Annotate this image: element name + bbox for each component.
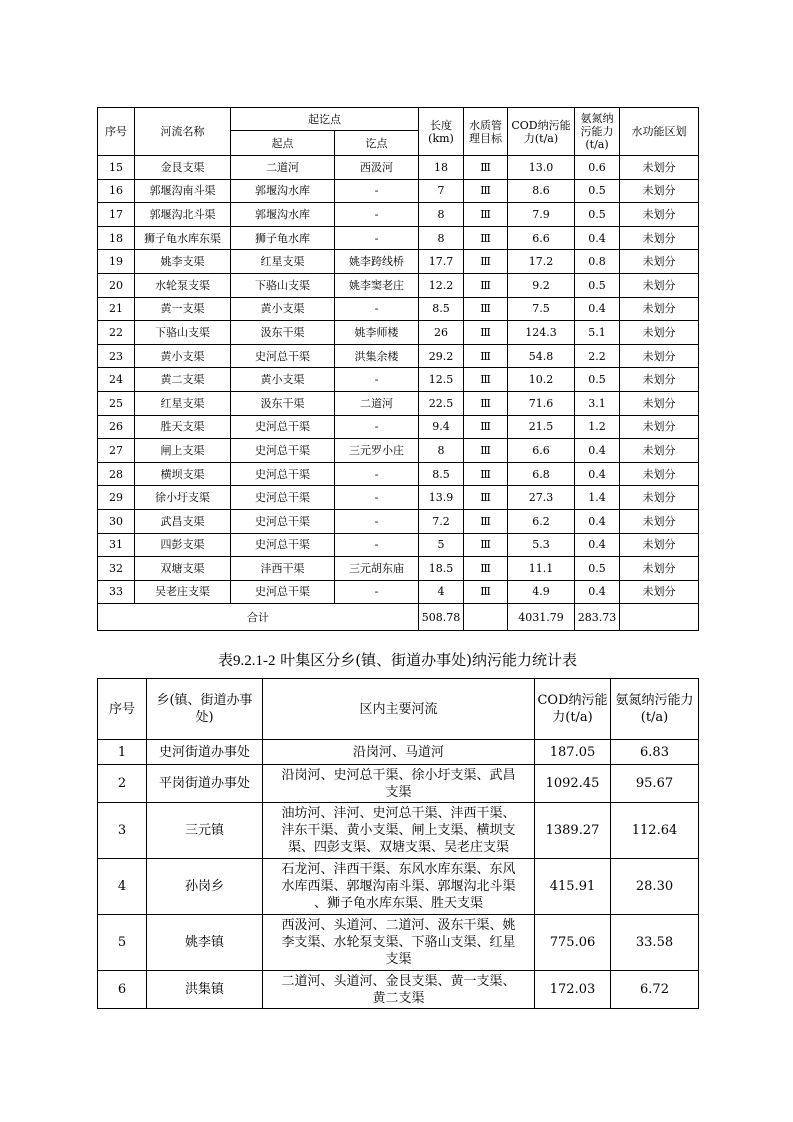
row-end: -: [335, 415, 419, 439]
row-cod: 6.8: [508, 462, 575, 486]
row-nh: 2.2: [575, 344, 620, 368]
row-end: 姚李师楼: [335, 321, 419, 345]
row-end: -: [335, 203, 419, 227]
row-cod: 172.03: [535, 971, 611, 1009]
header-cod: COD纳污能力(t/a): [535, 679, 611, 740]
row-zone: 未划分: [620, 344, 699, 368]
row-cod: 5.3: [508, 533, 575, 557]
row-river-name: 水轮泵支渠: [135, 273, 231, 297]
row-seq: 16: [98, 179, 135, 203]
row-cod: 1389.27: [535, 803, 611, 859]
row-seq: 26: [98, 415, 135, 439]
row-start: 红星支渠: [231, 250, 335, 274]
row-cod: 187.05: [535, 740, 611, 765]
row-start: 下骆山支渠: [231, 273, 335, 297]
row-zone: 未划分: [620, 226, 699, 250]
row-nh: 0.4: [575, 533, 620, 557]
row-target: Ⅲ: [464, 533, 508, 557]
row-nh: 0.4: [575, 509, 620, 533]
row-river-name: 姚李支渠: [135, 250, 231, 274]
header-nh: 氨氮纳污能力(t/a): [575, 108, 620, 156]
river-line: 二道河、头道河、金艮支渠、黄一支渠、: [281, 973, 516, 989]
river-line: 黄二支渠: [372, 990, 425, 1006]
row-river-name: 胜天支渠: [135, 415, 231, 439]
row-start: 沣西干渠: [231, 557, 335, 581]
row-target: Ⅲ: [464, 439, 508, 463]
row-rivers: [263, 765, 535, 803]
row-target: Ⅲ: [464, 509, 508, 533]
row-start: 黄小支渠: [231, 297, 335, 321]
row-end: -: [335, 580, 419, 604]
table-row: [98, 765, 699, 803]
row-target: Ⅲ: [464, 462, 508, 486]
row-cod: 71.6: [508, 391, 575, 415]
row-cod: 17.2: [508, 250, 575, 274]
row-nh: 1.2: [575, 415, 620, 439]
row-end: 三元罗小庄: [335, 439, 419, 463]
row-river-name: 横坝支渠: [135, 462, 231, 486]
row-seq: 24: [98, 368, 135, 392]
row-seq: 5: [98, 915, 147, 971]
caption-number: 表9.2.1-2: [218, 653, 276, 669]
row-start: 黄小支渠: [231, 368, 335, 392]
row-cod: 8.6: [508, 179, 575, 203]
row-nh: 0.4: [575, 580, 620, 604]
row-end: -: [335, 486, 419, 510]
row-end: 西汲河: [335, 156, 419, 180]
table-row: [98, 533, 699, 557]
row-target: Ⅲ: [464, 580, 508, 604]
town-capacity-table: [97, 678, 699, 1009]
row-seq: 27: [98, 439, 135, 463]
table-row: [98, 859, 699, 915]
row-cod: 21.5: [508, 415, 575, 439]
row-nh: 33.58: [611, 915, 699, 971]
row-cod: 27.3: [508, 486, 575, 510]
row-length: 18.5: [419, 557, 464, 581]
table-row: [98, 179, 699, 203]
table-caption: [97, 650, 698, 671]
row-end: 姚李跨线桥: [335, 250, 419, 274]
row-seq: 15: [98, 156, 135, 180]
row-zone: 未划分: [620, 179, 699, 203]
row-start: 二道河: [231, 156, 335, 180]
row-zone: 未划分: [620, 509, 699, 533]
header-endpoints: 起讫点: [231, 108, 419, 131]
table-row: [98, 580, 699, 604]
row-seq: 22: [98, 321, 135, 345]
row-zone: 未划分: [620, 321, 699, 345]
table-row: [98, 415, 699, 439]
row-length: 8.5: [419, 297, 464, 321]
row-seq: 6: [98, 971, 147, 1009]
table-row: [98, 344, 699, 368]
river-line: 沿岗河、史河总干渠、徐小圩支渠、武昌: [281, 767, 516, 783]
row-cod: 6.6: [508, 226, 575, 250]
table-row: [98, 156, 699, 180]
river-line: 沿岗河、马道河: [352, 744, 444, 760]
row-length: 17.7: [419, 250, 464, 274]
row-length: 18: [419, 156, 464, 180]
row-length: 7: [419, 179, 464, 203]
row-target: Ⅲ: [464, 250, 508, 274]
row-river-name: 黄一支渠: [135, 297, 231, 321]
row-start: 汲东干渠: [231, 321, 335, 345]
row-end: -: [335, 179, 419, 203]
table-row: [98, 368, 699, 392]
row-length: 9.4: [419, 415, 464, 439]
row-zone: 未划分: [620, 415, 699, 439]
river-capacity-table: [97, 107, 699, 631]
row-cod: 4.9: [508, 580, 575, 604]
row-river-name: 金艮支渠: [135, 156, 231, 180]
row-seq: 33: [98, 580, 135, 604]
row-town: 史河街道办事处: [147, 740, 263, 765]
row-rivers: [263, 859, 535, 915]
row-cod: 6.6: [508, 439, 575, 463]
row-length: 4: [419, 580, 464, 604]
total-cod: 4031.79: [508, 604, 575, 631]
row-nh: 0.5: [575, 179, 620, 203]
row-cod: 54.8: [508, 344, 575, 368]
table-row: [98, 297, 699, 321]
row-zone: 未划分: [620, 156, 699, 180]
row-nh: 0.5: [575, 557, 620, 581]
table-row: [98, 971, 699, 1009]
header-start: 起点: [231, 131, 335, 156]
row-nh: 0.5: [575, 368, 620, 392]
row-length: 8: [419, 226, 464, 250]
row-seq: 32: [98, 557, 135, 581]
row-nh: 112.64: [611, 803, 699, 859]
total-length: 508.78: [419, 604, 464, 631]
row-seq: 20: [98, 273, 135, 297]
row-nh: 0.4: [575, 439, 620, 463]
table-row: [98, 915, 699, 971]
row-nh: 0.6: [575, 156, 620, 180]
header-length: 长度(km): [419, 108, 464, 156]
row-rivers: [263, 915, 535, 971]
row-nh: 6.83: [611, 740, 699, 765]
row-river-name: 黄小支渠: [135, 344, 231, 368]
row-cod: 7.9: [508, 203, 575, 227]
row-start: 史河总干渠: [231, 415, 335, 439]
row-length: 8: [419, 439, 464, 463]
row-river-name: 徐小圩支渠: [135, 486, 231, 510]
row-target: Ⅲ: [464, 415, 508, 439]
row-town: 洪集镇: [147, 971, 263, 1009]
row-end: -: [335, 462, 419, 486]
row-river-name: 黄二支渠: [135, 368, 231, 392]
header-rivers: 区内主要河流: [263, 679, 535, 740]
row-length: 8: [419, 203, 464, 227]
row-cod: 13.0: [508, 156, 575, 180]
row-seq: 1: [98, 740, 147, 765]
row-zone: 未划分: [620, 580, 699, 604]
river-line: 油坊河、沣河、史河总干渠、沣西干渠、: [281, 806, 516, 821]
row-seq: 2: [98, 765, 147, 803]
row-start: 史河总干渠: [231, 509, 335, 533]
row-nh: 1.4: [575, 486, 620, 510]
row-target: Ⅲ: [464, 557, 508, 581]
row-start: 郭堰沟水库: [231, 179, 335, 203]
row-start: 狮子龟水库: [231, 226, 335, 250]
total-target: [464, 604, 508, 631]
row-seq: 29: [98, 486, 135, 510]
row-seq: 17: [98, 203, 135, 227]
row-start: 史河总干渠: [231, 486, 335, 510]
row-river-name: 双塘支渠: [135, 557, 231, 581]
row-cod: 415.91: [535, 859, 611, 915]
row-rivers: [263, 803, 535, 859]
row-length: 12.2: [419, 273, 464, 297]
row-rivers: [263, 971, 535, 1009]
table-row: [98, 462, 699, 486]
total-nh: 283.73: [575, 604, 620, 631]
row-river-name: 吴老庄支渠: [135, 580, 231, 604]
row-end: -: [335, 533, 419, 557]
river-line: 渠、四彭支渠、双塘支渠、吴老庄支渠: [287, 840, 509, 855]
table-row: [98, 226, 699, 250]
row-seq: 25: [98, 391, 135, 415]
header-cod: COD纳污能力(t/a): [508, 108, 575, 156]
row-end: -: [335, 509, 419, 533]
header-seq: 序号: [98, 108, 135, 156]
row-target: Ⅲ: [464, 156, 508, 180]
total-zone: [620, 604, 699, 631]
row-length: 29.2: [419, 344, 464, 368]
row-length: 22.5: [419, 391, 464, 415]
row-nh: 6.72: [611, 971, 699, 1009]
row-end: 姚李窦老庄: [335, 273, 419, 297]
row-seq: 19: [98, 250, 135, 274]
row-zone: 未划分: [620, 462, 699, 486]
row-end: 三元胡东庙: [335, 557, 419, 581]
row-seq: 21: [98, 297, 135, 321]
row-seq: 28: [98, 462, 135, 486]
row-cod: 9.2: [508, 273, 575, 297]
row-end: -: [335, 226, 419, 250]
table-row: [98, 203, 699, 227]
row-length: 8.5: [419, 462, 464, 486]
row-river-name: 郭堰沟南斗渠: [135, 179, 231, 203]
row-zone: 未划分: [620, 250, 699, 274]
row-target: Ⅲ: [464, 273, 508, 297]
header-seq: 序号: [98, 679, 147, 740]
table-row: [98, 439, 699, 463]
row-nh: 0.4: [575, 462, 620, 486]
row-river-name: 下骆山支渠: [135, 321, 231, 345]
row-start: 史河总干渠: [231, 344, 335, 368]
row-zone: 未划分: [620, 533, 699, 557]
row-cod: 7.5: [508, 297, 575, 321]
table-row: [98, 803, 699, 859]
row-nh: 0.5: [575, 203, 620, 227]
row-nh: 3.1: [575, 391, 620, 415]
river-line: 石龙河、沣西干渠、东风水库东渠、东风: [281, 862, 516, 877]
table-row: [98, 486, 699, 510]
row-seq: 30: [98, 509, 135, 533]
table-row: [98, 250, 699, 274]
row-rivers: [263, 740, 535, 765]
row-nh: 0.5: [575, 273, 620, 297]
row-start: 史河总干渠: [231, 462, 335, 486]
row-zone: 未划分: [620, 273, 699, 297]
row-length: 26: [419, 321, 464, 345]
row-cod: 11.1: [508, 557, 575, 581]
row-target: Ⅲ: [464, 179, 508, 203]
row-cod: 6.2: [508, 509, 575, 533]
row-target: Ⅲ: [464, 297, 508, 321]
row-end: 二道河: [335, 391, 419, 415]
row-seq: 31: [98, 533, 135, 557]
header-end: 讫点: [335, 131, 419, 156]
river-line: 支渠: [385, 952, 412, 967]
row-zone: 未划分: [620, 368, 699, 392]
row-target: Ⅲ: [464, 486, 508, 510]
row-zone: 未划分: [620, 203, 699, 227]
row-zone: 未划分: [620, 439, 699, 463]
row-town: 平岗街道办事处: [147, 765, 263, 803]
row-length: 12.5: [419, 368, 464, 392]
river-line: 西汲河、头道河、二道河、汲东干渠、姚: [281, 918, 516, 933]
row-town: 孙岗乡: [147, 859, 263, 915]
table-row: [98, 557, 699, 581]
header-zone: 水功能区划: [620, 108, 699, 156]
table-row: [98, 740, 699, 765]
row-cod: 1092.45: [535, 765, 611, 803]
row-target: Ⅲ: [464, 203, 508, 227]
row-nh: 5.1: [575, 321, 620, 345]
header-target: 水质管理目标: [464, 108, 508, 156]
row-river-name: 武昌支渠: [135, 509, 231, 533]
row-length: 5: [419, 533, 464, 557]
row-start: 史河总干渠: [231, 580, 335, 604]
row-seq: 4: [98, 859, 147, 915]
header-nh: 氨氮纳污能力(t/a): [611, 679, 699, 740]
row-cod: 124.3: [508, 321, 575, 345]
row-river-name: 四彭支渠: [135, 533, 231, 557]
row-town: 姚李镇: [147, 915, 263, 971]
row-river-name: 狮子龟水库东渠: [135, 226, 231, 250]
row-seq: 18: [98, 226, 135, 250]
row-start: 史河总干渠: [231, 439, 335, 463]
row-start: 郭堰沟水库: [231, 203, 335, 227]
row-town: 三元镇: [147, 803, 263, 859]
row-zone: 未划分: [620, 391, 699, 415]
total-label: 合计: [98, 604, 419, 631]
row-target: Ⅲ: [464, 226, 508, 250]
row-seq: 23: [98, 344, 135, 368]
row-end: -: [335, 368, 419, 392]
row-cod: 10.2: [508, 368, 575, 392]
row-zone: 未划分: [620, 486, 699, 510]
row-river-name: 闸上支渠: [135, 439, 231, 463]
row-zone: 未划分: [620, 557, 699, 581]
row-length: 7.2: [419, 509, 464, 533]
river-line: 水库西渠、郭堰沟南斗渠、郭堰沟北斗渠: [281, 879, 516, 894]
row-target: Ⅲ: [464, 368, 508, 392]
table-row: [98, 321, 699, 345]
row-start: 汲东干渠: [231, 391, 335, 415]
river-line: 李支渠、水轮泵支渠、下骆山支渠、红星: [281, 935, 516, 950]
row-river-name: 郭堰沟北斗渠: [135, 203, 231, 227]
row-river-name: 红星支渠: [135, 391, 231, 415]
row-nh: 0.8: [575, 250, 620, 274]
table-row: [98, 273, 699, 297]
river-line: 沣东干渠、黄小支渠、闸上支渠、横坝支: [281, 823, 516, 838]
header-river-name: 河流名称: [135, 108, 231, 156]
row-nh: 0.4: [575, 226, 620, 250]
row-target: Ⅲ: [464, 321, 508, 345]
row-end: -: [335, 297, 419, 321]
row-target: Ⅲ: [464, 391, 508, 415]
row-target: Ⅲ: [464, 344, 508, 368]
row-cod: 775.06: [535, 915, 611, 971]
row-length: 13.9: [419, 486, 464, 510]
row-nh: 28.30: [611, 859, 699, 915]
table-row: [98, 391, 699, 415]
table-row: [98, 509, 699, 533]
river-line: 支渠: [385, 784, 412, 800]
river-line: 、狮子龟水库东渠、胜天支渠: [313, 896, 483, 911]
row-nh: 0.4: [575, 297, 620, 321]
row-nh: 95.67: [611, 765, 699, 803]
row-seq: 3: [98, 803, 147, 859]
header-town: 乡(镇、街道办事处): [147, 679, 263, 740]
caption-text: 叶集区分乡(镇、街道办事处)纳污能力统计表: [280, 651, 577, 669]
row-start: 史河总干渠: [231, 533, 335, 557]
row-end: 洪集余楼: [335, 344, 419, 368]
row-zone: 未划分: [620, 297, 699, 321]
